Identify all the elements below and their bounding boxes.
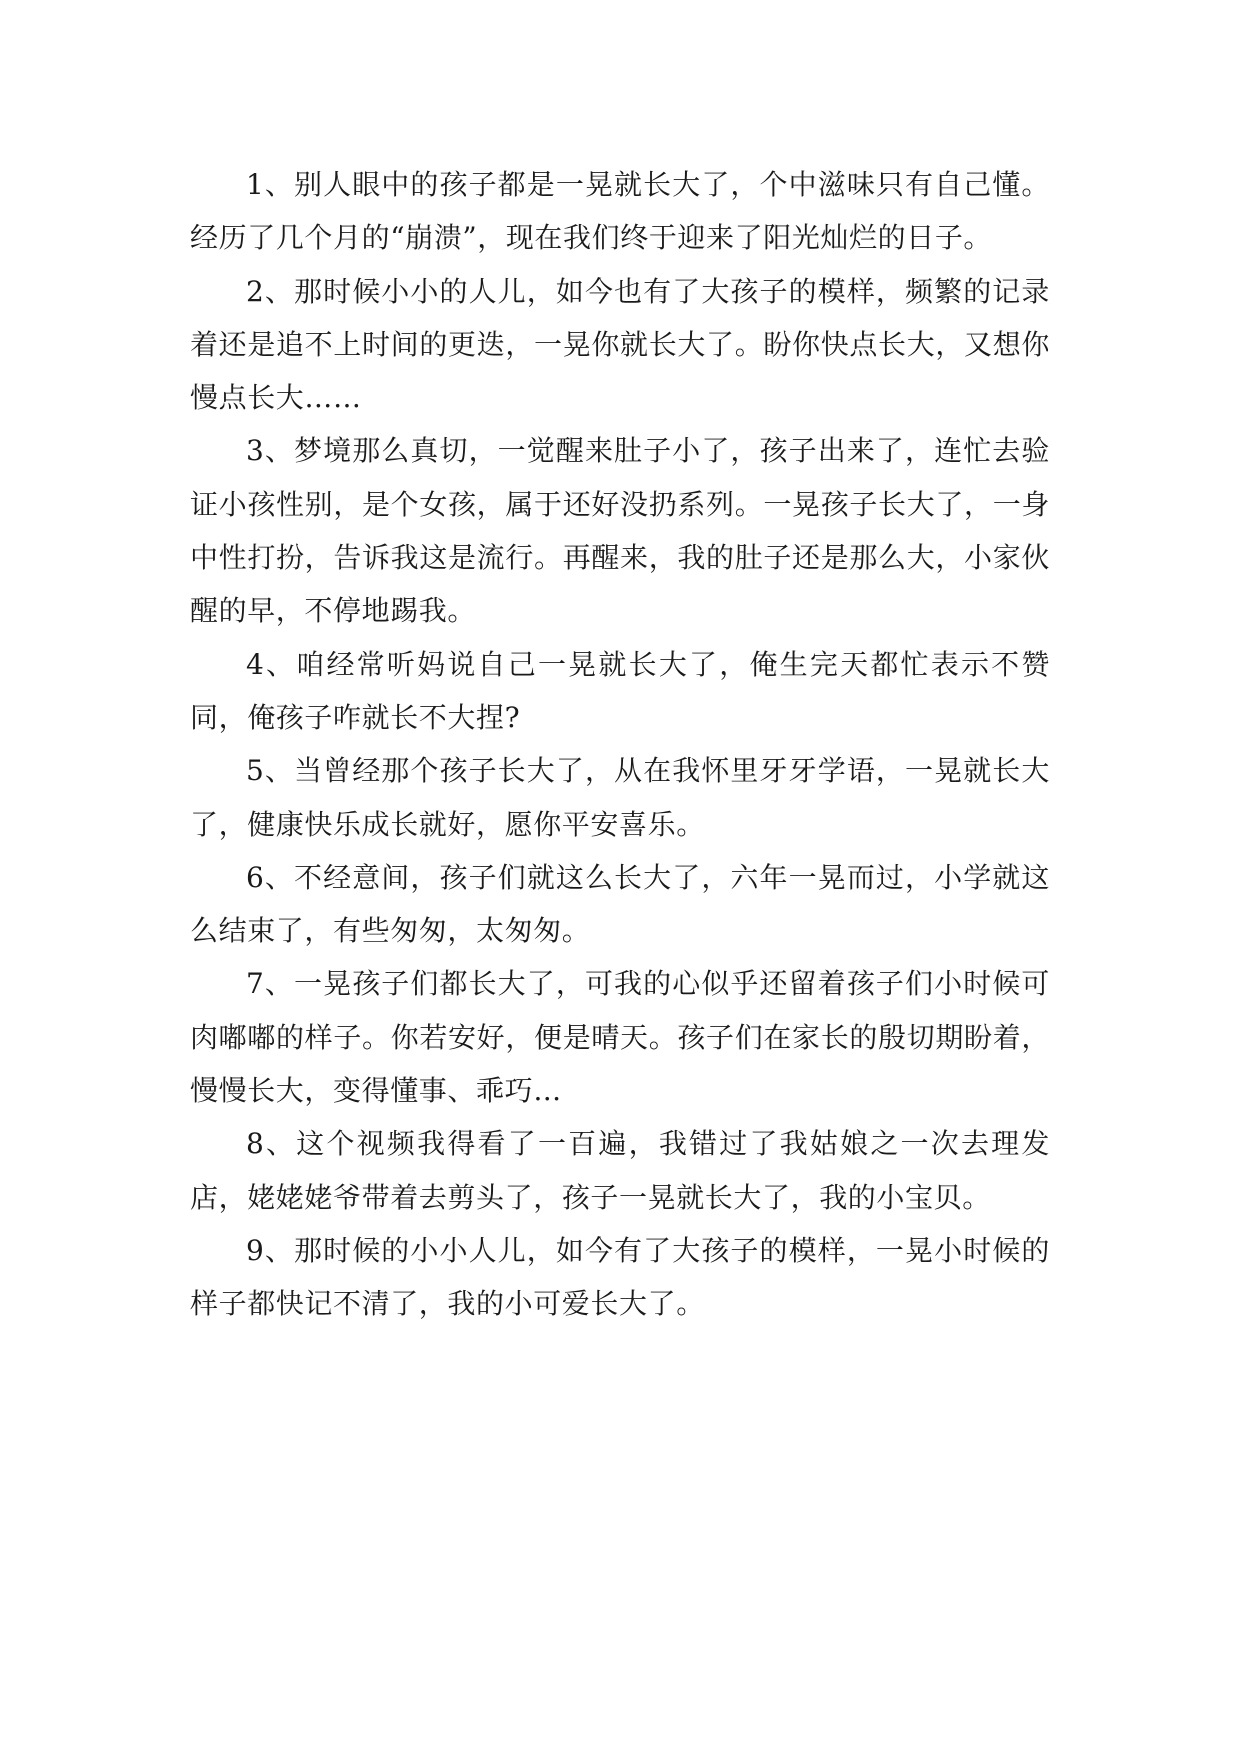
document-body — [190, 158, 1050, 1331]
paragraph-8: 8、这个视频我得看了一百遍，我错过了我姑娘之一次去理发店，姥姥姥爷带着去剪头了，孩子一晃就长大了，我的小宝贝。 — [190, 1127, 1050, 1214]
paragraph-6: 6、不经意间，孩子们就这么长大了，六年一晃而过，小学就这么结束了，有些匆匆，太匆匆。 — [190, 860, 1050, 948]
paragraph-3: 3、梦境那么真切，一觉醒来肚子小了，孩子出来了，连忙去验证小孩性别，是个女孩，属于还好没扔系列。一晃孩子长大了，一身中性打扮，告诉我这是流行。再醒来，我的肚子还是那么大，小家伙醒的早，不停地踢我。 — [190, 434, 1050, 628]
paragraph-1: 1、别人眼中的孩子都是一晃就长大了，个中滋味只有自己懂。经历了几个月的“崩溃”，现在我们终于迎来了阳光灿烂的日子。 — [190, 168, 1050, 255]
paragraph-9: 9、那时候的小小人儿，如今有了大孩子的模样，一晃小时候的样子都快记不清了，我的小可爱长大了。 — [190, 1233, 1050, 1321]
paragraph-7: 7、一晃孩子们都长大了，可我的心似乎还留着孩子们小时候可肉嘟嘟的样子。你若安好，便是晴天。孩子们在家长的殷切期盼着，慢慢长大，变得懂事、乖巧… — [190, 967, 1050, 1108]
paragraph-2: 2、那时候小小的人儿，如今也有了大孩子的模样，频繁的记录着还是追不上时间的更迭，一晃你就长大了。盼你快点长大，又想你慢点长大…… — [190, 274, 1050, 415]
paragraph-5: 5、当曾经那个孩子长大了，从在我怀里牙牙学语，一晃就长大了，健康快乐成长就好，愿你平安喜乐。 — [190, 754, 1050, 841]
paragraph-4: 4、咱经常听妈说自己一晃就长大了，俺生完天都忙表示不赞同，俺孩子咋就长不大捏? — [190, 647, 1050, 734]
